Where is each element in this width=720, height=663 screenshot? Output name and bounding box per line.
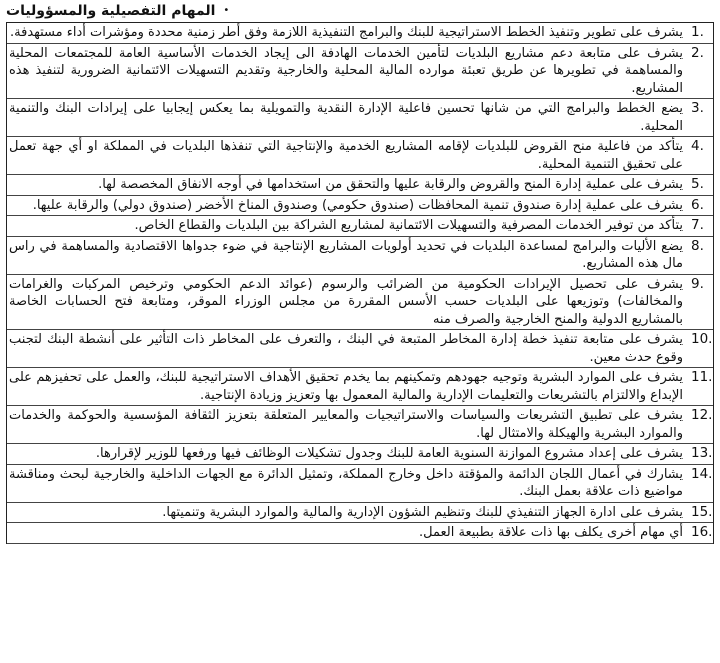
task-text: يشرف على عملية إدارة المنح والقروض والرقابة عليها والتحقق من استخدامها في أوجه الانفاق المخصصة لها. <box>98 177 683 192</box>
task-text: يشرف على عملية إدارة صندوق تنمية المحافظات (صندوق حكومي) وصندوق المناخ الأخضر (صندوق دولي) والرقابة عليها. <box>32 197 683 213</box>
task-number: 12. <box>691 407 713 423</box>
task-text: يشرف على الموارد البشرية وتوجيه جهودهم وتمكينهم بما يخدم تحقيق الأهداف الاستراتيجية للبنك، والعمل على تحفيزهم على الإبداع والالتزام بالتشريعات والتعليمات الإدارية والمالية المعمول بها وتعزيز وزيادة الإنتاجية. <box>9 370 683 403</box>
task-row <box>7 137 713 175</box>
task-number: 10. <box>691 331 713 347</box>
task-row <box>7 23 713 44</box>
task-number: 16. <box>691 524 713 540</box>
bullet-icon: • <box>223 5 230 16</box>
task-row <box>7 175 713 196</box>
task-row <box>7 503 713 524</box>
task-number: 6. <box>691 196 704 213</box>
task-text: يشرف على إعداد مشروع الموازنة السنوية العامة للبنك وجدول تشكيلات الوظائف فيها ورفعها للوزير لإقرارها. <box>95 446 683 461</box>
task-row <box>7 406 713 444</box>
task-row <box>7 330 713 368</box>
task-number: 13. <box>691 445 713 461</box>
section-title: المهام التفصيلية والمسؤوليات <box>6 3 216 19</box>
task-row <box>7 275 713 331</box>
task-text: يتأكد من فاعلية منح القروض للبلديات لإقامه المشاريع الخدمية والإنتاجية التي تنفذها البلديات في المملكة او أي جهة تعمل على تحقيق التنمية المحلية. <box>9 139 683 172</box>
task-text: أي مهام أخرى يكلف بها ذات علاقة بطبيعة العمل. <box>419 525 683 540</box>
tasks-table <box>6 22 714 544</box>
task-text: يتأكد من توفير الخدمات المصرفية والتسهيلات الائتمانية لمشاريع الشراكة بين البلديات والقطاع الخاص. <box>134 218 683 233</box>
task-row <box>7 368 713 406</box>
task-number: 8. <box>691 237 704 254</box>
task-text: يشرف على متابعة دعم مشاريع البلديات لتأمين الخدمات الهادفة الى إيجاد الخدمات الأساسية العامة للمجتمعات المحلية والمساهمة في تطويرها عن طريق تعبئة موارده المالية المحلية والخارجية وتقديم التسهيلات الائتمانية الضرورية لتنفيذ هذه المشاريع. <box>9 45 683 96</box>
task-row <box>7 444 713 465</box>
task-number: 1. <box>691 24 704 40</box>
section-header <box>6 0 714 22</box>
task-text: يشارك في أعمال اللجان الدائمة والمؤقتة داخل وخارج المملكة، وتمثيل الدائرة مع الجهات الداخلية والخارجية لبحث ومناقشة مواضيع ذات علاقة بعمل البنك. <box>9 466 683 499</box>
task-number: 15. <box>691 503 713 520</box>
task-text: يشرف على تحصيل الإيرادات الحكومية من الضرائب والرسوم (عوائد الدعم الحكومي وترخيص المركبات والغرامات والمخالفات) وتوزيعها على البلديات حسب الأسس المقررة من مجلس الوزراء الموقر، ومتابعة فتح الحسابات الخاصة بالمشاريع الدولية والمنح الخارجية والصرف منه <box>9 276 683 327</box>
task-row <box>7 196 713 217</box>
task-text: يشرف على ادارة الجهاز التنفيذي للبنك وتنظيم الشؤون الإدارية والمالية والموارد البشرية وتنميتها. <box>162 504 683 520</box>
task-number: 4. <box>691 138 704 154</box>
task-row <box>7 523 713 544</box>
task-number: 9. <box>691 275 704 292</box>
task-number: 11. <box>691 369 713 385</box>
task-text: يضع الأليات والبرامج لمساعدة البلديات في تحديد أولويات المشاريع الإنتاجية في ضوء جدواها الاقتصادية والمساهمة في راس مال هذه المشاريع. <box>9 238 683 271</box>
task-row <box>7 99 713 137</box>
task-text: يضع الخطط والبرامج التي من شانها تحسين فاعلية الإدارة النقدية والتمويلية بما يعكس إيجابيا على إيرادات البنك والتنمية المحلية. <box>9 101 683 134</box>
task-row <box>7 44 713 100</box>
task-number: 7. <box>691 217 704 233</box>
task-number: 5. <box>691 176 704 192</box>
task-number: 14. <box>691 465 713 482</box>
task-text: يشرف على تطوير وتنفيذ الخطط الاستراتيجية للبنك والبرامج التنفيذية اللازمة وفق أطر زمنية محددة ومؤشرات أداء مستهدفة. <box>10 25 683 40</box>
task-row <box>7 237 713 275</box>
task-text: يشرف على متابعة تنفيذ خطة إدارة المخاطر المتبعة في البنك ، والتعرف على المخاطر ذات التأثير على أنشطة البنك لتجنب وقوع حدث معين. <box>9 332 683 365</box>
task-number: 2. <box>691 44 704 61</box>
task-row <box>7 465 713 503</box>
task-number: 3. <box>691 100 704 116</box>
task-row <box>7 216 713 237</box>
task-text: يشرف على تطبيق التشريعات والسياسات والاستراتيجيات والمعايير المتعلقة بتعزيز الثقافة المؤسسية والحوكمة والخدمات والموارد البشرية والهيكلة والامتثال لها. <box>9 408 683 441</box>
